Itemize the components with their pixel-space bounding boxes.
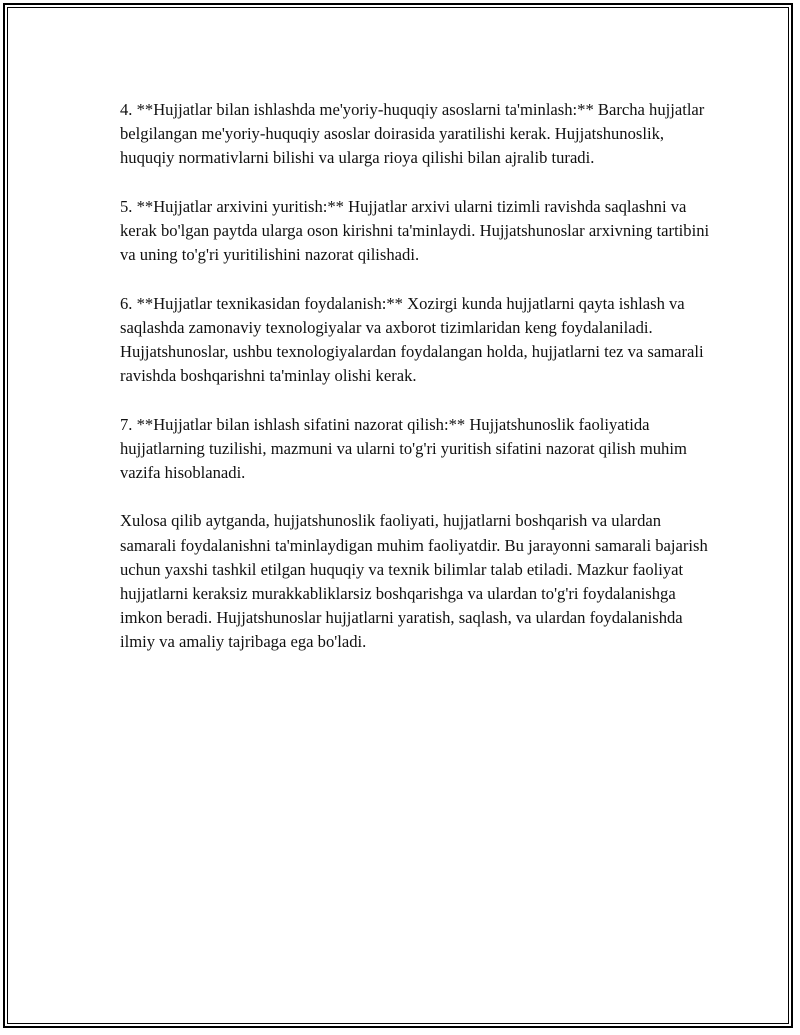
paragraph-item-4: 4. **Hujjatlar bilan ishlashda me'yoriy-huquqiy asoslarni ta'minlash:** Barcha hujjatlar belgilangan me'yoriy-huquqiy asoslar doirasida yaratilishi kerak. Hujjatshunoslik, huquqiy normativlarni bilishi va ularga rioya qilishi bilan ajralib turadi. bbox=[120, 100, 705, 168]
paragraph-conclusion: Xulosa qilib aytganda, hujjatshunoslik faoliyati, hujjatlarni boshqarish va ulardan samarali foydalanishni ta'minlaydigan muhim faoliyatdir. Bu jarayonni samarali bajarish uchun yaxshi tashkil etilgan huquqiy va texnik bilimlar talab etiladi. Mazkur faoliyat hujjatlarni keraksiz murakkabliklarsiz boshqarishga va ulardan to'g'ri foydalanishga imkon beradi. Hujjatshunoslar hujjatlarni yaratish, saqlash, va ulardan foydalanishda ilmiy va amaliy tajribaga ega bo'ladi. bbox=[120, 511, 708, 652]
document-body bbox=[120, 98, 720, 679]
page-border bbox=[3, 3, 793, 1028]
paragraph-item-7: 7. **Hujjatlar bilan ishlash sifatini nazorat qilish:** Hujjatshunoslik faoliyatida hujjatlarning tuzilishi, mazmuni va ularni to'g'ri yuritish sifatini nazorat qilish muhim vazifa hisoblanadi. bbox=[120, 414, 687, 482]
paragraph-item-5: 5. **Hujjatlar arxivini yuritish:** Hujjatlar arxivi ularni tizimli ravishda saqlashni va kerak bo'lgan paytda ularga oson kirishni ta'minlaydi. Hujjatshunoslar arxivning tartibini va uning to'g'ri yuritilishini nazorat qilishadi. bbox=[120, 196, 710, 265]
paragraph-item-6: 6. **Hujjatlar texnikasidan foydalanish:** Xozirgi kunda hujjatlarni qayta ishlash va saqlashda zamonaviy texnologiyalar va axborot tizimlaridan keng foydalaniladi. Hujjatshunoslar, ushbu texnologiyalardan foydalangan holda, hujjatlarni tez va samarali ravishda boshqarishni ta'minlay olishi kerak. bbox=[120, 293, 704, 386]
